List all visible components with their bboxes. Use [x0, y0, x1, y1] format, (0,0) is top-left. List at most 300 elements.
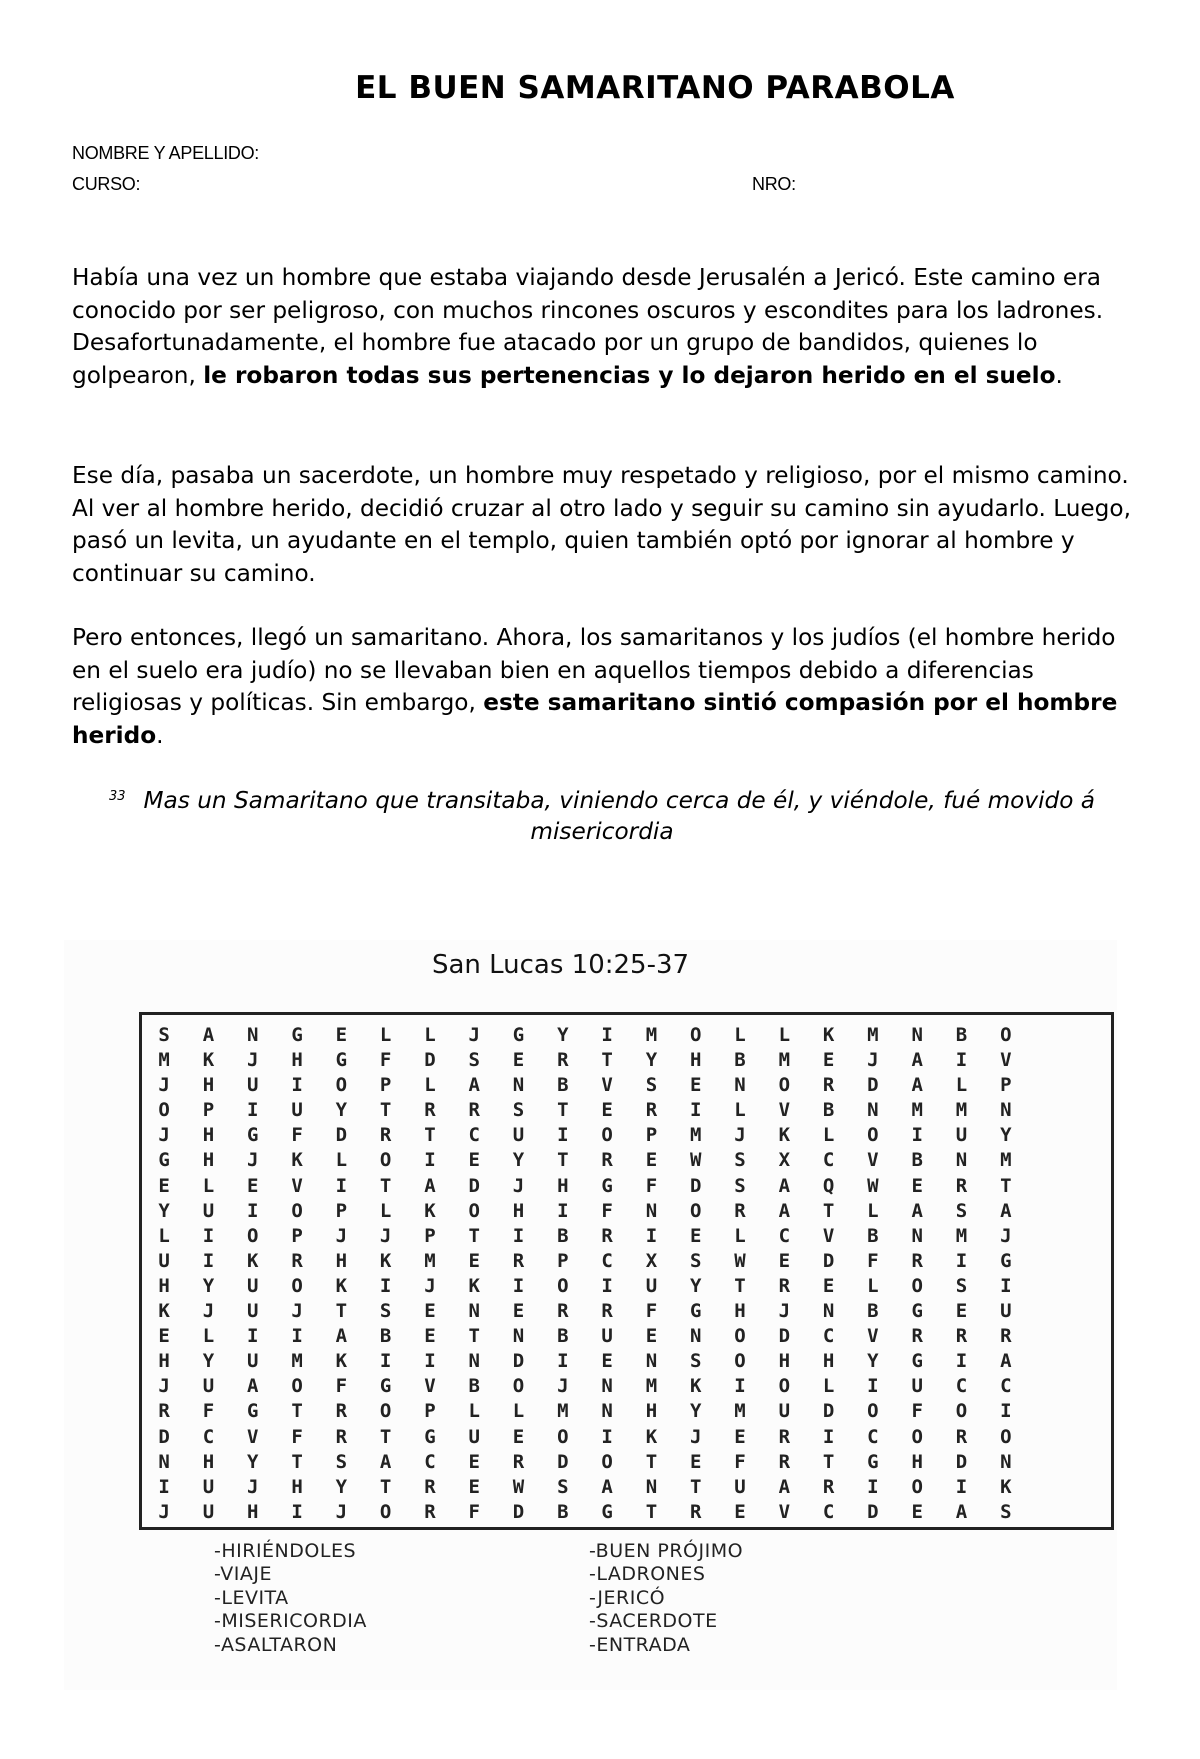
grid-letter: Y: [645, 1049, 658, 1072]
grid-letter: H: [202, 1149, 215, 1172]
grid-letter: M: [911, 1099, 923, 1122]
grid-letter: H: [291, 1049, 303, 1072]
search-word: -JERICÓ: [589, 1586, 666, 1609]
grid-letter: N: [911, 1024, 923, 1046]
grid-letter: N: [247, 1024, 259, 1046]
grid-letter: J: [512, 1174, 525, 1197]
grid-letter: L: [202, 1325, 215, 1348]
grid-letter: O: [911, 1475, 923, 1498]
grid-letter: B: [379, 1325, 392, 1348]
search-word: -SACERDOTE: [589, 1610, 718, 1633]
grid-letter: R: [468, 1099, 480, 1122]
grid-letter: S: [379, 1300, 392, 1323]
grid-letter: B: [557, 1325, 569, 1348]
grid-letter: Y: [335, 1099, 348, 1122]
grid-letter: A: [778, 1199, 791, 1222]
grid-letter: H: [778, 1350, 791, 1373]
grid-row: [142, 1148, 1111, 1173]
grid-letter: P: [557, 1249, 569, 1272]
grid-letter: K: [247, 1249, 259, 1272]
grid-letter: T: [379, 1174, 392, 1197]
grid-letter: A: [424, 1174, 436, 1197]
grid-letter: H: [202, 1124, 215, 1147]
grid-letter: K: [379, 1249, 392, 1272]
grid-letter: T: [557, 1099, 569, 1122]
grid-letter: T: [379, 1425, 392, 1448]
grid-letter: O: [379, 1500, 392, 1523]
grid-letter: G: [379, 1375, 392, 1398]
story-text: Ese día, pasaba un sacerdote, un hombre muy respetado y religioso, por el mismo camino. Al ver al hombre herido, decidió cruzar al otro lado y seguir su camino sin ayudarlo. Luego, pasó un levita, un ayudante en el templo, quien también optó por ignorar al hombre y continuar su camino.: [72, 462, 1131, 587]
grid-letter: I: [955, 1249, 968, 1272]
grid-letter: N: [867, 1099, 879, 1122]
grid-letter: V: [424, 1375, 436, 1398]
grid-row: [142, 1098, 1111, 1123]
grid-letter: C: [867, 1425, 879, 1448]
grid-letter: G: [1000, 1249, 1012, 1272]
grid-letter: N: [645, 1350, 658, 1373]
grid-letter: T: [734, 1274, 746, 1297]
grid-letter: L: [822, 1375, 835, 1398]
grid-letter: O: [734, 1325, 746, 1348]
grid-letter: A: [911, 1199, 923, 1222]
grid-letter: R: [778, 1450, 791, 1473]
grid-letter: P: [1000, 1074, 1012, 1097]
grid-letter: D: [778, 1325, 791, 1348]
search-word: -ENTRADA: [589, 1633, 691, 1656]
grid-letter: F: [468, 1500, 480, 1523]
grid-letter: I: [601, 1024, 613, 1046]
grid-row: [142, 1324, 1111, 1349]
grid-letter: U: [202, 1199, 215, 1222]
grid-letter: I: [867, 1375, 879, 1398]
story-text: Pero entonces, llegó un samaritano. Ahora, los samaritanos y los judíos (el hombre herido en el suelo era judío) no se llevaban bien en aquellos tiempos debido a diferencias religiosas y políticas. Sin embargo,: [72, 624, 1116, 716]
grid-letter: J: [335, 1500, 348, 1523]
word-list-right: [589, 1540, 743, 1657]
grid-row: [142, 1349, 1111, 1374]
grid-letter: C: [424, 1450, 436, 1473]
grid-letter: N: [955, 1149, 968, 1172]
grid-letter: F: [601, 1199, 613, 1222]
grid-letter: H: [158, 1350, 170, 1373]
grid-letter: F: [867, 1249, 879, 1272]
grid-letter: P: [424, 1224, 436, 1247]
grid-letter: F: [379, 1049, 392, 1072]
grid-letter: W: [867, 1174, 879, 1197]
grid-letter: C: [778, 1224, 791, 1247]
grid-letter: R: [955, 1325, 968, 1348]
grid-letter: J: [335, 1224, 348, 1247]
grid-letter: R: [424, 1500, 436, 1523]
grid-letter: T: [822, 1450, 835, 1473]
grid-letter: K: [468, 1274, 480, 1297]
grid-letter: U: [955, 1124, 968, 1147]
grid-letter: V: [247, 1425, 259, 1448]
grid-letter: A: [778, 1174, 791, 1197]
grid-letter: O: [291, 1199, 303, 1222]
grid-letter: V: [867, 1325, 879, 1348]
grid-letter: R: [379, 1124, 392, 1147]
grid-letter: O: [557, 1425, 569, 1448]
grid-row: [142, 1299, 1111, 1324]
grid-letter: O: [1000, 1024, 1012, 1046]
grid-letter: E: [468, 1475, 480, 1498]
grid-letter: A: [335, 1325, 348, 1348]
grid-letter: J: [468, 1024, 480, 1046]
grid-letter: P: [424, 1400, 436, 1423]
grid-letter: J: [202, 1300, 215, 1323]
grid-letter: L: [512, 1400, 525, 1423]
grid-letter: B: [557, 1500, 569, 1523]
grid-letter: M: [734, 1400, 746, 1423]
grid-letter: N: [911, 1224, 923, 1247]
grid-letter: R: [822, 1475, 835, 1498]
grid-letter: E: [955, 1300, 968, 1323]
grid-letter: K: [335, 1274, 348, 1297]
grid-letter: U: [911, 1375, 923, 1398]
grid-letter: I: [247, 1325, 259, 1348]
grid-letter: O: [512, 1375, 525, 1398]
grid-letter: W: [734, 1249, 746, 1272]
grid-letter: J: [557, 1375, 569, 1398]
grid-letter: N: [601, 1375, 613, 1398]
grid-letter: U: [778, 1400, 791, 1423]
grid-letter: N: [468, 1350, 480, 1373]
grid-letter: O: [778, 1074, 791, 1097]
letter-grid: [139, 1012, 1114, 1530]
grid-letter: T: [645, 1450, 658, 1473]
grid-letter: R: [778, 1425, 791, 1448]
grid-letter: R: [778, 1274, 791, 1297]
grid-letter: O: [867, 1124, 879, 1147]
grid-letter: E: [424, 1325, 436, 1348]
grid-letter: D: [867, 1074, 879, 1097]
grid-letter: E: [468, 1149, 480, 1172]
grid-letter: U: [291, 1099, 303, 1122]
grid-letter: R: [335, 1425, 348, 1448]
grid-letter: J: [158, 1375, 170, 1398]
grid-row: [142, 1174, 1111, 1199]
grid-letter: D: [822, 1249, 835, 1272]
grid-letter: I: [1000, 1400, 1012, 1423]
grid-letter: L: [734, 1099, 746, 1122]
grid-letter: I: [689, 1099, 702, 1122]
grid-letter: J: [424, 1274, 436, 1297]
story-punctuation: .: [1055, 361, 1063, 389]
grid-letter: N: [512, 1074, 525, 1097]
grid-letter: I: [379, 1274, 392, 1297]
grid-letter: S: [955, 1199, 968, 1222]
grid-letter: D: [468, 1174, 480, 1197]
grid-letter: W: [512, 1475, 525, 1498]
grid-letter: G: [424, 1425, 436, 1448]
grid-letter: R: [557, 1300, 569, 1323]
grid-letter: A: [601, 1475, 613, 1498]
grid-letter: A: [911, 1049, 923, 1072]
grid-letter: L: [424, 1024, 436, 1046]
grid-letter: K: [822, 1024, 835, 1046]
grid-letter: Y: [512, 1149, 525, 1172]
search-word: -HIRIÉNDOLES: [214, 1540, 357, 1562]
grid-letter: L: [867, 1199, 879, 1222]
grid-letter: O: [601, 1124, 613, 1147]
grid-letter: Y: [689, 1400, 702, 1423]
grid-row: [142, 1023, 1111, 1048]
grid-letter: E: [734, 1425, 746, 1448]
grid-letter: J: [158, 1500, 170, 1523]
verse-text: Mas un Samaritano que transitaba, viniendo cerca de él, y viéndole, fué movido á misericordia: [143, 787, 1095, 845]
grid-letter: E: [601, 1099, 613, 1122]
grid-letter: Y: [247, 1450, 259, 1473]
grid-letter: C: [955, 1375, 968, 1398]
grid-row: [142, 1399, 1111, 1424]
grid-letter: G: [911, 1300, 923, 1323]
grid-letter: E: [512, 1049, 525, 1072]
grid-letter: Y: [335, 1475, 348, 1498]
grid-letter: A: [379, 1450, 392, 1473]
grid-letter: M: [778, 1049, 791, 1072]
grid-letter: N: [512, 1325, 525, 1348]
grid-letter: N: [734, 1074, 746, 1097]
grid-letter: O: [911, 1274, 923, 1297]
grid-letter: E: [512, 1300, 525, 1323]
grid-letter: E: [778, 1249, 791, 1272]
story-text: Había una vez un hombre que estaba viajando desde Jerusalén a Jericó. Este camino era conocido por ser peligroso, con muchos rincones oscuros y escondites para los ladrones. Desafortunadamente, el hombre fue atacado por un grupo de bandidos, quienes lo golpearon,: [72, 264, 1104, 389]
grid-letter: R: [335, 1400, 348, 1423]
grid-letter: L: [202, 1174, 215, 1197]
grid-letter: R: [424, 1099, 436, 1122]
grid-letter: E: [158, 1325, 170, 1348]
grid-letter: E: [689, 1224, 702, 1247]
grid-letter: I: [955, 1475, 968, 1498]
grid-letter: M: [645, 1375, 658, 1398]
grid-letter: U: [158, 1249, 170, 1272]
grid-letter: J: [291, 1300, 303, 1323]
grid-letter: F: [291, 1425, 303, 1448]
grid-letter: S: [468, 1049, 480, 1072]
grid-letter: D: [335, 1124, 348, 1147]
grid-letter: U: [468, 1425, 480, 1448]
grid-letter: H: [158, 1274, 170, 1297]
grid-letter: W: [689, 1149, 702, 1172]
grid-row: [142, 1500, 1111, 1525]
grid-letter: E: [424, 1300, 436, 1323]
grid-letter: E: [689, 1450, 702, 1473]
grid-letter: T: [291, 1450, 303, 1473]
grid-letter: I: [955, 1350, 968, 1373]
grid-letter: O: [158, 1099, 170, 1122]
grid-letter: S: [158, 1024, 170, 1046]
grid-letter: I: [601, 1274, 613, 1297]
grid-letter: C: [822, 1149, 835, 1172]
grid-letter: V: [822, 1224, 835, 1247]
grid-letter: M: [689, 1124, 702, 1147]
grid-letter: I: [557, 1124, 569, 1147]
grid-letter: Y: [202, 1274, 215, 1297]
grid-letter: E: [822, 1274, 835, 1297]
grid-letter: F: [911, 1400, 923, 1423]
grid-letter: O: [247, 1224, 259, 1247]
story-paragraph-3: [72, 622, 1132, 752]
grid-letter: S: [955, 1274, 968, 1297]
grid-letter: I: [822, 1425, 835, 1448]
number-field-label: NRO:: [752, 174, 796, 194]
grid-letter: I: [335, 1174, 348, 1197]
grid-letter: A: [778, 1475, 791, 1498]
grid-row: [142, 1475, 1111, 1500]
grid-letter: S: [734, 1174, 746, 1197]
grid-letter: M: [557, 1400, 569, 1423]
grid-letter: O: [291, 1375, 303, 1398]
grid-letter: N: [1000, 1099, 1012, 1122]
grid-letter: I: [734, 1375, 746, 1398]
grid-letter: B: [867, 1224, 879, 1247]
grid-letter: H: [202, 1074, 215, 1097]
search-word: -LADRONES: [589, 1563, 706, 1586]
story-bold-text: este samaritano sintió compasión por el hombre herido: [72, 689, 1118, 749]
grid-letter: D: [955, 1450, 968, 1473]
grid-letter: D: [158, 1425, 170, 1448]
grid-letter: A: [1000, 1350, 1012, 1373]
grid-letter: U: [645, 1274, 658, 1297]
grid-letter: K: [424, 1199, 436, 1222]
grid-letter: T: [468, 1325, 480, 1348]
grid-letter: G: [291, 1024, 303, 1046]
grid-letter: K: [645, 1425, 658, 1448]
grid-letter: S: [734, 1149, 746, 1172]
grid-letter: J: [734, 1124, 746, 1147]
grid-letter: I: [645, 1224, 658, 1247]
puzzle-title: San Lucas 10:25-37: [431, 950, 690, 980]
grid-letter: E: [645, 1149, 658, 1172]
grid-letter: I: [291, 1074, 303, 1097]
grid-letter: B: [734, 1049, 746, 1072]
grid-letter: R: [601, 1224, 613, 1247]
grid-letter: R: [158, 1400, 170, 1423]
grid-letter: Y: [557, 1024, 569, 1046]
grid-letter: L: [955, 1074, 968, 1097]
grid-letter: R: [512, 1450, 525, 1473]
grid-letter: T: [689, 1475, 702, 1498]
grid-letter: K: [689, 1375, 702, 1398]
grid-letter: U: [601, 1325, 613, 1348]
grid-letter: R: [734, 1199, 746, 1222]
grid-letter: G: [247, 1400, 259, 1423]
grid-letter: T: [822, 1199, 835, 1222]
grid-letter: L: [424, 1074, 436, 1097]
grid-letter: L: [822, 1124, 835, 1147]
grid-letter: U: [512, 1124, 525, 1147]
grid-letter: H: [734, 1300, 746, 1323]
grid-letter: Y: [867, 1350, 879, 1373]
grid-letter: D: [557, 1450, 569, 1473]
grid-letter: Y: [158, 1199, 170, 1222]
grid-letter: I: [955, 1049, 968, 1072]
grid-letter: E: [911, 1500, 923, 1523]
grid-letter: R: [601, 1300, 613, 1323]
grid-letter: B: [955, 1024, 968, 1046]
grid-letter: C: [202, 1425, 215, 1448]
grid-row: [142, 1425, 1111, 1450]
grid-letter: S: [335, 1450, 348, 1473]
grid-letter: N: [601, 1400, 613, 1423]
grid-letter: V: [778, 1500, 791, 1523]
grid-letter: A: [955, 1500, 968, 1523]
grid-letter: A: [468, 1074, 480, 1097]
grid-letter: I: [424, 1149, 436, 1172]
grid-letter: I: [158, 1475, 170, 1498]
grid-letter: P: [335, 1199, 348, 1222]
grid-letter: O: [689, 1199, 702, 1222]
grid-letter: N: [822, 1300, 835, 1323]
grid-letter: G: [911, 1350, 923, 1373]
grid-letter: B: [557, 1224, 569, 1247]
grid-letter: O: [335, 1074, 348, 1097]
grid-letter: H: [911, 1450, 923, 1473]
story-paragraph-2: [72, 460, 1132, 590]
grid-letter: F: [645, 1174, 658, 1197]
grid-letter: D: [689, 1174, 702, 1197]
grid-letter: A: [1000, 1199, 1012, 1222]
grid-letter: E: [822, 1049, 835, 1072]
grid-letter: P: [291, 1224, 303, 1247]
grid-letter: X: [778, 1149, 791, 1172]
search-word: -BUEN PRÓJIMO: [589, 1540, 744, 1562]
grid-letter: E: [468, 1450, 480, 1473]
grid-letter: J: [689, 1425, 702, 1448]
grid-letter: I: [202, 1249, 215, 1272]
grid-letter: K: [778, 1124, 791, 1147]
grid-letter: M: [158, 1049, 170, 1072]
grid-letter: E: [247, 1174, 259, 1197]
grid-row: [142, 1374, 1111, 1399]
grid-letter: I: [557, 1199, 569, 1222]
grid-letter: R: [424, 1475, 436, 1498]
grid-letter: A: [202, 1024, 215, 1046]
grid-letter: G: [601, 1500, 613, 1523]
grid-letter: R: [911, 1325, 923, 1348]
grid-row: [142, 1224, 1111, 1249]
search-word: -VIAJE: [214, 1563, 272, 1586]
grid-letter: F: [335, 1375, 348, 1398]
grid-letter: K: [1000, 1475, 1012, 1498]
grid-letter: B: [822, 1099, 835, 1122]
grid-letter: O: [601, 1450, 613, 1473]
word-search-puzzle: [64, 940, 1117, 1690]
grid-letter: S: [645, 1074, 658, 1097]
grid-letter: F: [291, 1124, 303, 1147]
grid-letter: R: [689, 1500, 702, 1523]
grid-letter: R: [645, 1099, 658, 1122]
grid-letter: T: [379, 1099, 392, 1122]
grid-letter: K: [202, 1049, 215, 1072]
grid-letter: H: [557, 1174, 569, 1197]
grid-letter: L: [778, 1024, 791, 1046]
grid-letter: L: [379, 1024, 392, 1046]
grid-letter: C: [822, 1325, 835, 1348]
grid-letter: B: [557, 1074, 569, 1097]
grid-letter: O: [379, 1149, 392, 1172]
grid-letter: P: [379, 1074, 392, 1097]
grid-letter: G: [158, 1149, 170, 1172]
grid-row: [142, 1450, 1111, 1475]
grid-letter: E: [158, 1174, 170, 1197]
name-field-label: NOMBRE Y APELLIDO:: [72, 143, 260, 163]
grid-letter: O: [734, 1350, 746, 1373]
grid-letter: C: [601, 1249, 613, 1272]
grid-letter: E: [601, 1350, 613, 1373]
grid-letter: K: [158, 1300, 170, 1323]
bible-verse: [72, 785, 1132, 847]
